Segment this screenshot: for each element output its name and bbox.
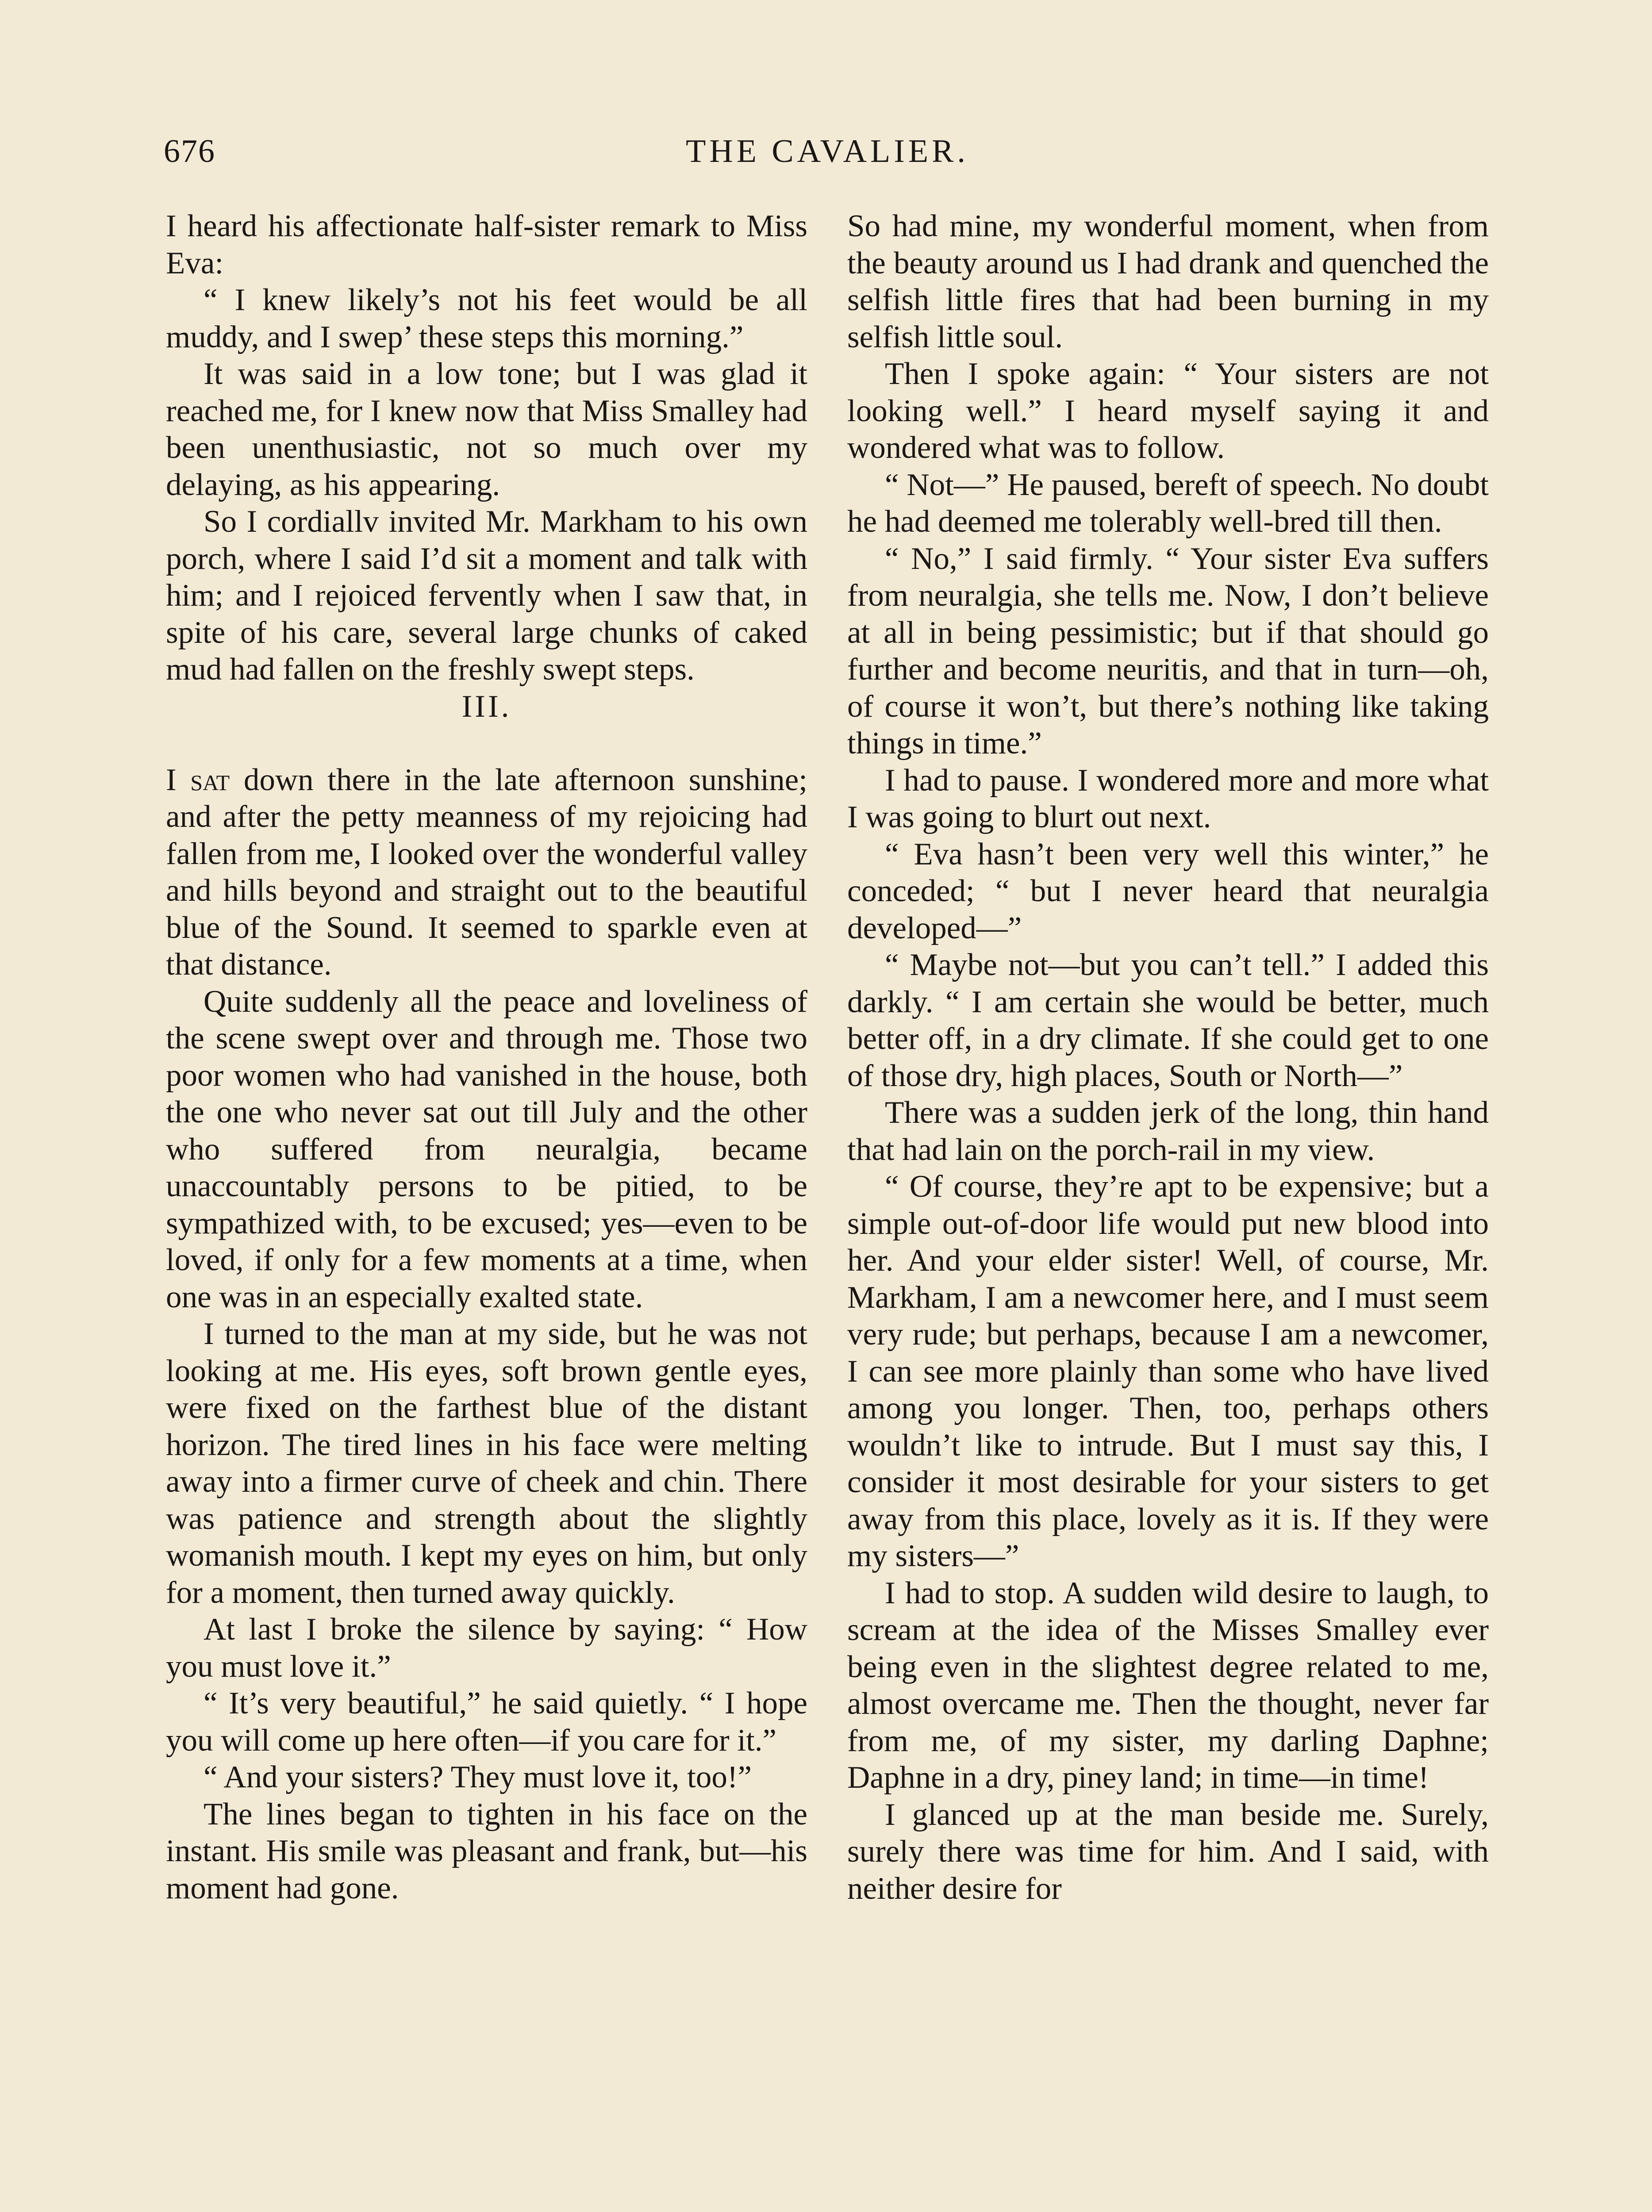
page-number: 676 bbox=[164, 133, 215, 169]
paragraph: It was said in a low tone; but I was glad it reached me, for I knew now that Miss Smalley had been unenthusiastic, not so much over my delaying, as his appearing. bbox=[166, 357, 807, 502]
right-column bbox=[847, 208, 1489, 1907]
paragraph: “ Maybe not—but you can’t tell.” I added this darkly. “ I am certain she would be better, much better off, in a dry climate. If she could get to one of those dry, high places, South or North—” bbox=[847, 948, 1489, 1093]
paragraph: There was a sudden jerk of the long, thin hand that had lain on the porch-rail in my view. bbox=[847, 1095, 1489, 1167]
paragraph: I had to pause. I wondered more and more what I was going to blurt out next. bbox=[847, 763, 1489, 834]
left-column bbox=[166, 208, 807, 1907]
paragraph: I heard his affectionate half-sister remark to Miss Eva: bbox=[166, 209, 807, 280]
paragraph-text: down there in the late afternoon sunshine; and after the petty meanness of my rejoicing had fallen from me, I looked over the wonderful valley and hills beyond and straight out to the beautiful blue of the Sound. It seemed to sparkle even at that distance. bbox=[166, 762, 807, 982]
paragraph: So I cordiallv invited Mr. Markham to his own porch, where I said I’d sit a moment and talk with him; and I rejoiced fervently when I saw that, in spite of his care, several large chunks of caked mud had fallen on the freshly swept steps. bbox=[166, 504, 807, 687]
paragraph: “ Not—” He paused, bereft of speech. No doubt he had deemed me tolerably well-bred till then. bbox=[847, 467, 1489, 539]
paragraph: The lines began to tighten in his face on the instant. His smile was pleasant and frank, but—his moment had gone. bbox=[166, 1797, 807, 1905]
paragraph: “ Eva hasn’t been very well this winter,” he conceded; “ but I never heard that neuralgia developed—” bbox=[847, 837, 1489, 945]
section-lead-words: I sat bbox=[166, 762, 230, 797]
paragraph: I glanced up at the man beside me. Surely, surely there was time for him. And I said, with neither desire for bbox=[847, 1797, 1489, 1906]
paragraph: “ And your sisters? They must love it, too!” bbox=[204, 1760, 752, 1794]
paragraph: At last I broke the silence by saying: “ How you must love it.” bbox=[166, 1612, 807, 1684]
paragraph: “ I knew likely’s not his feet would be all muddy, and I swep’ these steps this morning.” bbox=[166, 283, 807, 354]
paragraph bbox=[166, 762, 807, 983]
paragraph: So had mine, my wonderful moment, when from the beauty around us I had drank and quenched the selfish little fires that had been burning in my selfish little soul. bbox=[847, 209, 1489, 354]
paragraph: Quite suddenly all the peace and loveliness of the scene swept over and through me. Those two poor women who had vanished in the house, both the one who never sat out till July and the other who suffered from neuralgia, became unaccountably persons to be pitied, to be sympathized with, to be excused; yes—even to be loved, if only for a few moments at a time, when one was in an especially exalted state. bbox=[166, 984, 807, 1314]
paragraph: I turned to the man at my side, but he was not looking at me. His eyes, soft brown gentle eyes, were fixed on the farthest blue of the distant horizon. The tired lines in his face were melting away into a firmer curve of cheek and chin. There was patience and strength about the slightly womanish mouth. I kept my eyes on him, but only for a moment, then turned away quickly. bbox=[166, 1317, 807, 1610]
paragraph: Then I spoke again: “ Your sisters are not looking well.” I heard myself saying it and wondered what was to follow. bbox=[847, 357, 1489, 465]
paragraph: “ No,” I said firmly. “ Your sister Eva suffers from neuralgia, she tells me. Now, I don’t believe at all in being pessimistic; but if that should go further and become neuritis, and that in turn—oh, of course it won’t, but there’s nothing like taking things in time.” bbox=[847, 541, 1489, 760]
running-title: THE CAVALIER. bbox=[686, 133, 969, 169]
paragraph: I had to stop. A sudden wild desire to laugh, to scream at the idea of the Misses Smalley ever being even in the slightest degree related to me, almost overcame me. Then the thought, never far from me, of my sister, my darling Daphne; Daphne in a dry, piney land; in time—in time! bbox=[847, 1575, 1489, 1795]
page-header bbox=[164, 133, 1491, 181]
section-heading: III. bbox=[461, 689, 512, 724]
paragraph: “ Of course, they’re apt to be expensive; but a simple out-of-door life would put new blood into her. And your elder sister! Well, of course, Mr. Markham, I am a newcomer here, and I must seem very rude; but perhaps, because I am a newcomer, I can see more plainly than some who have lived among you longer. Then, too, perhaps others wouldn’t like to intrude. But I must say this, I consider it most desirable for your sisters to get away from this place, lovely as it is. If they were my sisters—” bbox=[847, 1169, 1489, 1573]
paragraph: “ It’s very beautiful,” he said quietly. “ I hope you will come up here often—if you care for it.” bbox=[166, 1686, 807, 1758]
